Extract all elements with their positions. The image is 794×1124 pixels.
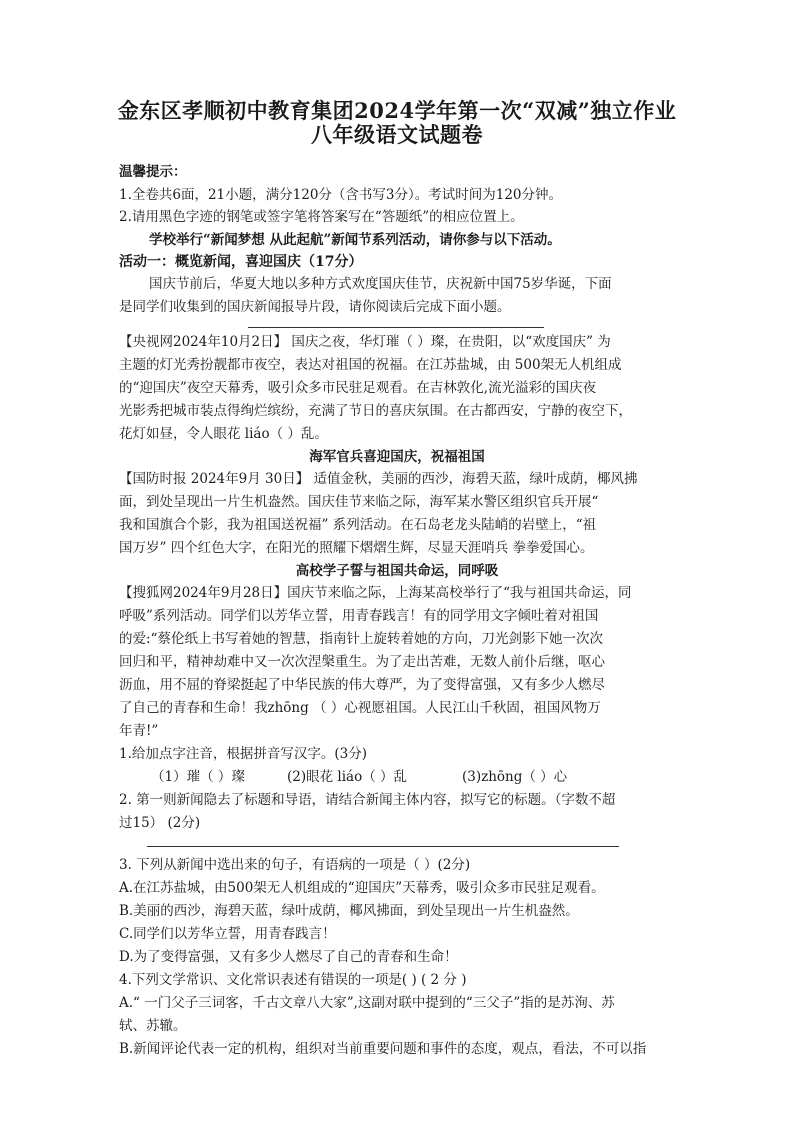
news3-line: 的爱:“蔡伦纸上书写着她的智慧，指南针上旋转着她的方向，刀光剑影下她一次次 [119, 631, 603, 647]
q3-option-c: C.同学们以芳华立誓，用青春践言！ [119, 926, 336, 942]
news3-line: 沥血，用不屈的脊梁挺起了中华民族的伟大尊严，为了变得富强，又有多少人燃尽 [119, 677, 605, 693]
news2-line: 国万岁” 四个红色大字，在阳光的照耀下熠熠生辉，尽显天涯哨兵 拳拳爱国心。 [119, 540, 594, 556]
news1-line: 主题的灯光秀扮靓都市夜空，表达对祖国的祝福。在江苏盐城，由 500架无人机组成 [119, 357, 622, 373]
news3-line: 了自己的青春和生命！我zhōng （ ）心视愿祖国。人民江山千秋固，祖国风物万 [119, 700, 601, 716]
news2-line: 面，到处呈现出一片生机盎然。国庆佳节来临之际，海军某水警区组织官兵开展“ [119, 494, 599, 510]
q2-line: 过15） (2分) [119, 815, 201, 831]
news3-line: 回归和平，精神劫难中又一次次涅槃重生。为了走出苦难，无数人前仆后继，呕心 [119, 654, 605, 670]
news3-line: 呼吸”系列活动。同学们以芳华立誓，用青春践言！有的同学用文字倾吐着对祖国 [119, 608, 599, 624]
q1-stem: 1.给加点字注音，根据拼音写汉字。(3分) [119, 746, 368, 762]
q3-option-d: D.为了变得富强，又有多少人燃尽了自己的青春和生命！ [119, 949, 458, 965]
q3-option-a: A.在江苏盐城，由500架无人机组成的“迎国庆”天幕秀，吸引众多市民驻足观看。 [119, 880, 605, 896]
intro-instruction: 学校举行“新闻梦想 从此起航”新闻节系列活动，请你参与以下活动。 [149, 232, 561, 248]
activity1-intro: 国庆节前后，华夏大地以多种方式欢度国庆佳节，庆祝新中国75岁华诞，下面 [149, 276, 612, 292]
q4-option-a: A.“ 一门父子三词客，千古文章八大家”,这副对联中提到的“三父子”指的是苏洵、苏 [119, 995, 615, 1011]
q2-answer-line[interactable] [147, 846, 619, 847]
news1-line: 花灯如昼，令人眼花 liáo（ ）乱。 [119, 426, 328, 442]
news1-line: 【央视网2024年10月2日】 国庆之夜，华灯璀（ ）璨，在贵阳，以“欢度国庆” 为 [119, 334, 611, 350]
notice-item: 1.全卷共6面，21小题，满分120分（含书写3分）。考试时间为120分钟。 [119, 187, 563, 203]
q2-line: 2. 第一则新闻隐去了标题和导语，请结合新闻主体内容，拟写它的标题。（字数不超 [119, 792, 616, 808]
q4-option-a-cont: 轼、苏辙。 [119, 1018, 187, 1034]
q1-part-2: (2)眼花 liáo（ ）乱 [287, 769, 408, 785]
q4-option-b: B.新闻评论代表一定的机构，组织对当前重要问题和事件的态度，观点，看法，不可以指 [119, 1041, 647, 1057]
q4-stem: 4.下列文学常识、文化常识表述有错误的一项是( ) ( 2 分 ) [119, 972, 467, 988]
news3-line: 【搜狐网2024年9月28日】国庆节来临之际，上海某高校举行了“我与祖国共命运，同 [119, 585, 632, 601]
activity1-heading: 活动一：概览新闻，喜迎国庆（17分） [119, 254, 363, 270]
news2-line: 【国防时报 2024年9月 30日】 适值金秋，美丽的西沙，海碧天蓝，绿叶成荫，椰风拂 [119, 471, 638, 487]
q3-option-b: B.美丽的西沙，海碧天蓝，绿叶成荫，椰风拂面，到处呈现出一片生机盎然。 [119, 903, 579, 919]
activity1-intro: 是同学们收集到的国庆新闻报导片段，请你阅读后完成下面小题。 [119, 299, 511, 315]
news3-line: 年青!” [119, 723, 159, 739]
notice-item: 2.请用黑色字迹的钢笔或签字笔将答案写在“答题纸”的相应位置上。 [119, 209, 524, 225]
news1-line: 的“迎国庆”夜空天幕秀，吸引众多市民驻足观看。在吉林敦化,流光溢彩的国庆夜 [119, 380, 597, 396]
q1-part-1: （1）璀（ ）璨 [151, 769, 245, 785]
exam-title-line2: 八年级语文试题卷 [311, 122, 483, 147]
notice-heading: 温馨提示： [119, 164, 187, 180]
news3-headline: 高校学子誓与祖国共命运，同呼吸 [295, 563, 499, 579]
news2-line: 我和国旗合个影，我为祖国送祝福” 系列活动。在石岛老龙头陆峭的岩壁上，“祖 [119, 517, 597, 533]
news1-line: 光影秀把城市装点得绚烂缤纷，充满了节日的喜庆氛围。在古都西安，宁静的夜空下， [119, 403, 632, 419]
q3-stem: 3. 下列从新闻中选出来的句子，有语病的一项是（ ）(2分) [119, 857, 471, 873]
news2-headline: 海军官兵喜迎国庆，祝福祖国 [309, 449, 485, 465]
divider [248, 327, 544, 328]
q1-part-3: (3)zhōng（ ）心 [462, 769, 568, 785]
exam-title-line1: 金东区孝顺初中教育集团2024学年第一次“双减”独立作业 [117, 98, 677, 123]
